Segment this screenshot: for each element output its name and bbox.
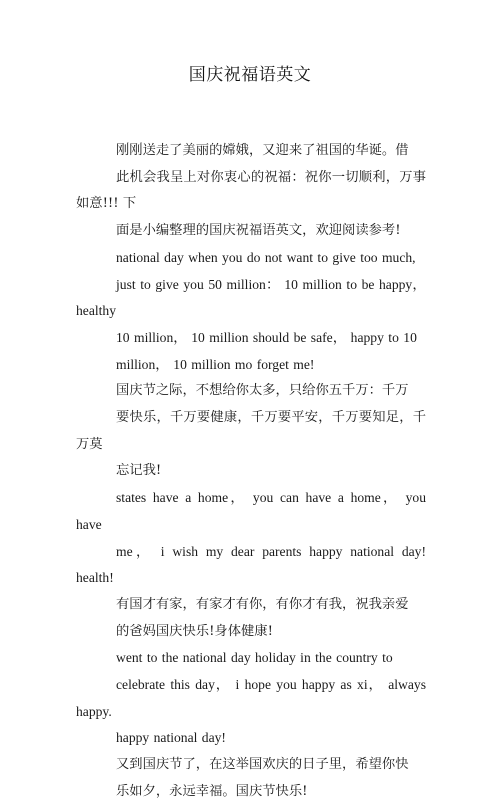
paragraph-line: states have a home， you can have a home， you have — [76, 490, 426, 532]
paragraph-line: just to give you 50 million： 10 million to be happy， healthy — [76, 276, 426, 319]
paragraph-line: 忘记我! — [116, 463, 162, 479]
paragraph-line: 国庆节之际，不想给你太多，只给你五千万：千万 — [116, 383, 409, 399]
paragraph-chinese-1 — [76, 378, 426, 485]
paragraph-line: 此机会我呈上对你衷心的祝福：祝你一切顺利，万事如意!!! 下 — [76, 169, 426, 212]
paragraph-line: 要快乐，千万要健康，千万要平安，千万要知足，千万莫 — [76, 410, 426, 452]
paragraph-line: celebrate this day， i hope you happy as xi， always happy. — [76, 677, 426, 719]
paragraph-chinese-2 — [76, 592, 426, 645]
paragraph-line: 有国才有家，有家才有你，有你才有我，祝我亲爱 — [116, 596, 409, 612]
paragraph-english-3 — [76, 645, 426, 752]
paragraph-line: 10 million， 10 million should be safe， happy to 10 — [116, 329, 417, 345]
paragraph-line: million， 10 million mo forget me! — [116, 356, 315, 372]
paragraph-line: went to the national day holiday in the country to — [116, 650, 393, 666]
document-body — [76, 138, 426, 806]
paragraph-line: 的爸妈国庆快乐!身体健康! — [116, 623, 273, 639]
paragraph-line: 又到国庆节了，在这举国欢庆的日子里，希望你快 — [116, 757, 409, 773]
paragraph-line: 乐如夕，永远幸福。国庆节快乐! — [116, 783, 308, 799]
paragraph-line: happy national day! — [116, 730, 226, 746]
paragraph-chinese-3 — [76, 752, 426, 805]
paragraph-line: 刚刚送走了美丽的嫦娥，又迎来了祖国的华诞。借 — [116, 143, 409, 158]
paragraph-english-1 — [76, 245, 426, 379]
paragraph-line: me， i wish my dear parents happy national day! health! — [76, 543, 426, 586]
page-title: 国庆祝福语英文 — [188, 65, 312, 85]
paragraph-line: national day when you do not want to give too much, — [116, 249, 416, 265]
paragraph-english-2 — [76, 485, 426, 592]
paragraph-line: 面是小编整理的国庆祝福语英文，欢迎阅读参考! — [116, 223, 401, 239]
paragraph-intro — [76, 138, 426, 245]
